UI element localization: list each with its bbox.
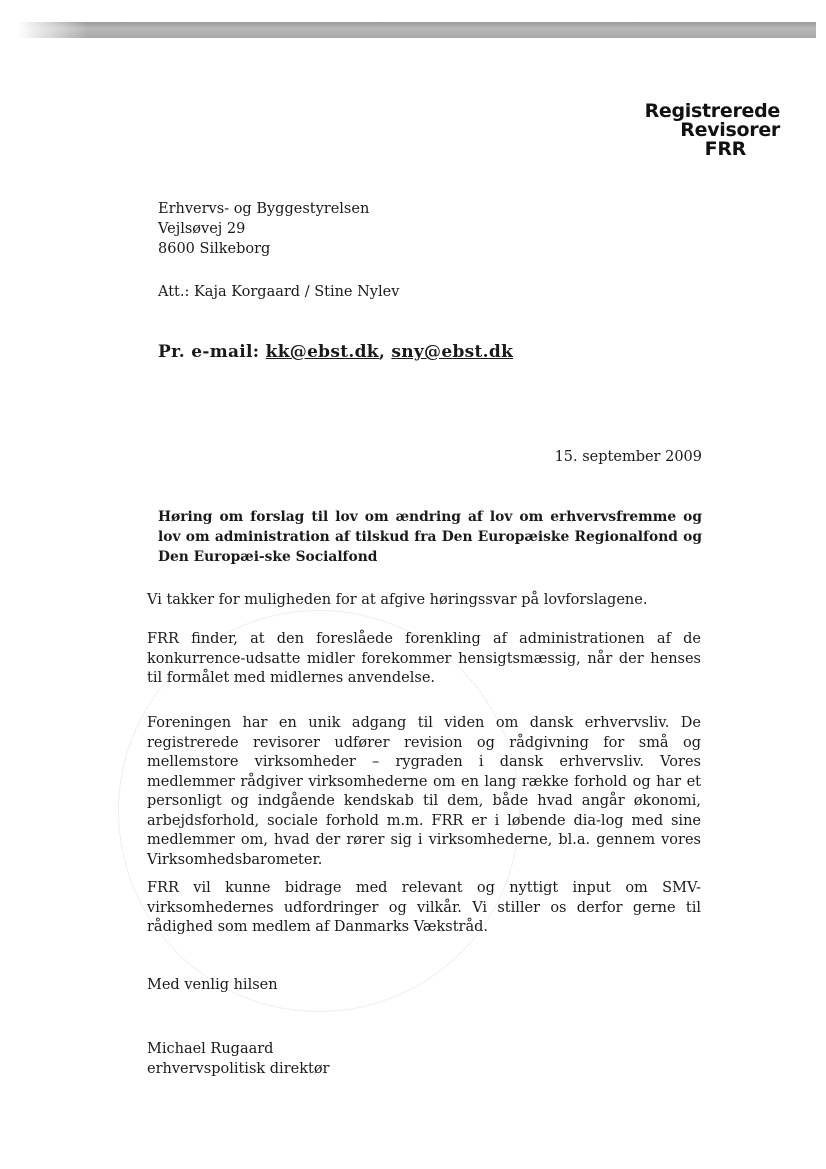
letter-subject: Høring om forslag til lov om ændring af lov om erhvervsfremme og lov om administration af tilskud fra Den Europæiske Regionalfond og Den Europæi-ske Socialfond xyxy=(158,509,702,565)
email-link-sny[interactable]: sny@ebst.dk xyxy=(391,342,514,362)
recipient-city: 8600 Silkeborg xyxy=(158,241,271,257)
recipient-name: Erhvervs- og Byggestyrelsen xyxy=(158,201,370,217)
email-link-kk[interactable]: kk@ebst.dk xyxy=(265,342,379,362)
signature-block xyxy=(147,1039,329,1079)
logo-line-frr: FRR xyxy=(704,138,746,160)
logo-line-revisorer: Revisorer xyxy=(680,119,780,141)
email-line xyxy=(158,342,513,362)
paragraph-2: FRR finder, at den foreslåede forenkling af administrationen af de konkurrence-udsatte midler forekommer hensigtsmæssig, når der henses til formålet med midlernes anvendelse. xyxy=(147,631,701,686)
frr-logo xyxy=(645,102,780,159)
paragraph-3: Foreningen har en unik adgang til viden om dansk erhvervsliv. De registrerede revisorer udfører revision og rådgivning for små og mellemstore virksomheder – rygraden i dansk erhvervsliv. Vores medlemmer rådgiver virksomhederne om en lang række forhold og har et personligt og indgående kendskab til dem, både hvad angår økonomi, arbejdsforhold, sociale forhold m.m. FRR er i løbende dia-log med sine medlemmer om, hvad der rører sig i virksomhederne, bl.a. gennem vores Virksomhedsbarometer. xyxy=(147,715,701,868)
scan-header-bar xyxy=(18,22,816,38)
paragraph-1: Vi takker for muligheden for at afgive høringssvar på lovforslagene. xyxy=(147,592,648,608)
email-separator: , xyxy=(378,342,386,362)
logo-line-registrerede: Registrerede xyxy=(644,100,780,122)
signatory-title: erhvervspolitisk direktør xyxy=(147,1061,330,1077)
letter-date: 15. september 2009 xyxy=(554,449,702,465)
email-label: Pr. e-mail: xyxy=(158,342,260,362)
closing-greeting: Med venlig hilsen xyxy=(147,977,278,993)
recipient-street: Vejlsøvej 29 xyxy=(158,221,246,237)
signatory-name: Michael Rugaard xyxy=(147,1041,274,1057)
scan-header-fade xyxy=(18,22,88,38)
attention-line: Att.: Kaja Korgaard / Stine Nylev xyxy=(158,284,400,300)
recipient-address xyxy=(158,199,369,259)
paragraph-4: FRR vil kunne bidrage med relevant og nyttigt input om SMV-virksomhedernes udfordringer og vilkår. Vi stiller os derfor gerne til rådighed som medlem af Danmarks Vækstråd. xyxy=(147,880,701,935)
